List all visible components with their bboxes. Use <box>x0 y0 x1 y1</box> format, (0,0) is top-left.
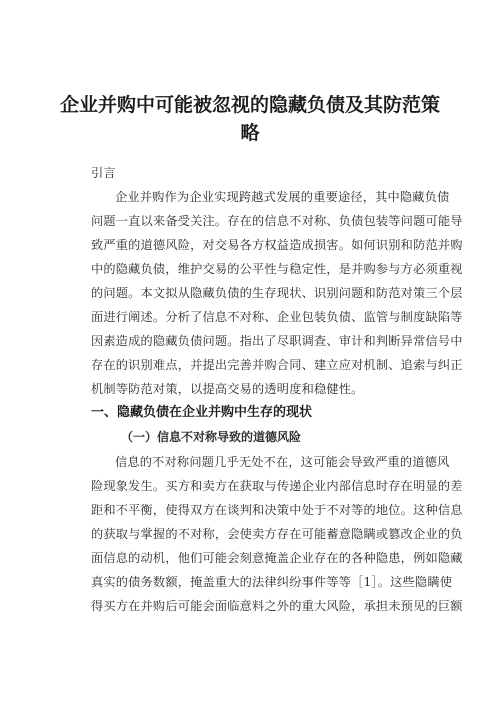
document-title-line-1: 企业并购中可能被忽视的隐藏负债及其防范策 <box>60 94 441 116</box>
intro-line-1: 企业并购作为企业实现跨越式发展的重要途径，其中隐藏负债 <box>115 190 450 204</box>
subsection-1-line-2: 险现象发生。买方和卖方在获取与传递企业内部信息时存在明显的差 <box>91 479 463 493</box>
subsection-1-line-5: 面信息的动机，他们可能会刻意掩盖企业存在的各种隐患，例如隐藏 <box>91 551 463 565</box>
subsection-1-line-6: 真实的债务数额，掩盖重大的法律纠纷事件等等［1］。这些隐瞒使 <box>91 575 453 589</box>
intro-line-6: 面进行阐述。分析了信息不对称、企业包装负债、监管与制度缺陷等 <box>91 310 463 324</box>
document-title-line-2: 略 <box>240 122 260 144</box>
intro-line-9: 机制等防范对策，以提高交易的透明度和稳健性。 <box>91 382 364 396</box>
subsection-1-line-7: 得买方在并购后可能会面临意料之外的重大风险，承担未预见的巨额 <box>91 599 463 613</box>
subsection-1-line-4: 的获取与掌握的不对称，会使卖方存在可能蓄意隐瞒或篡改企业的负 <box>91 527 463 541</box>
subsection-1-line-1: 信息的不对称问题几乎无处不在，这可能会导致严重的道德风 <box>115 455 450 469</box>
intro-line-3: 致严重的道德风险，对交易各方权益造成损害。如何识别和防范并购 <box>91 238 463 252</box>
intro-line-5: 的问题。本文拟从隐藏负债的生存现状、识别问题和防范对策三个层 <box>91 286 463 300</box>
subsection-1-heading: （一）信息不对称导致的道德风险 <box>121 430 302 444</box>
section-1-heading: 一、隐藏负债在企业并购中生存的现状 <box>91 405 313 420</box>
intro-line-2: 问题一直以来备受关注。存在的信息不对称、负债包装等问题可能导 <box>91 214 463 228</box>
subsection-1-line-3: 距和不平衡，使得双方在谈判和决策中处于不对等的地位。这种信息 <box>91 503 463 517</box>
intro-label: 引言 <box>91 166 116 180</box>
intro-line-7: 因素造成的隐藏负债问题。指出了尽职调查、审计和判断异常信号中 <box>91 334 463 348</box>
intro-line-8: 存在的识别难点，并提出完善并购合同、建立应对机制、追索与纠正 <box>91 358 463 372</box>
intro-line-4: 中的隐藏负债，维护交易的公平性与稳定性，是并购参与方必须重视 <box>91 262 463 276</box>
